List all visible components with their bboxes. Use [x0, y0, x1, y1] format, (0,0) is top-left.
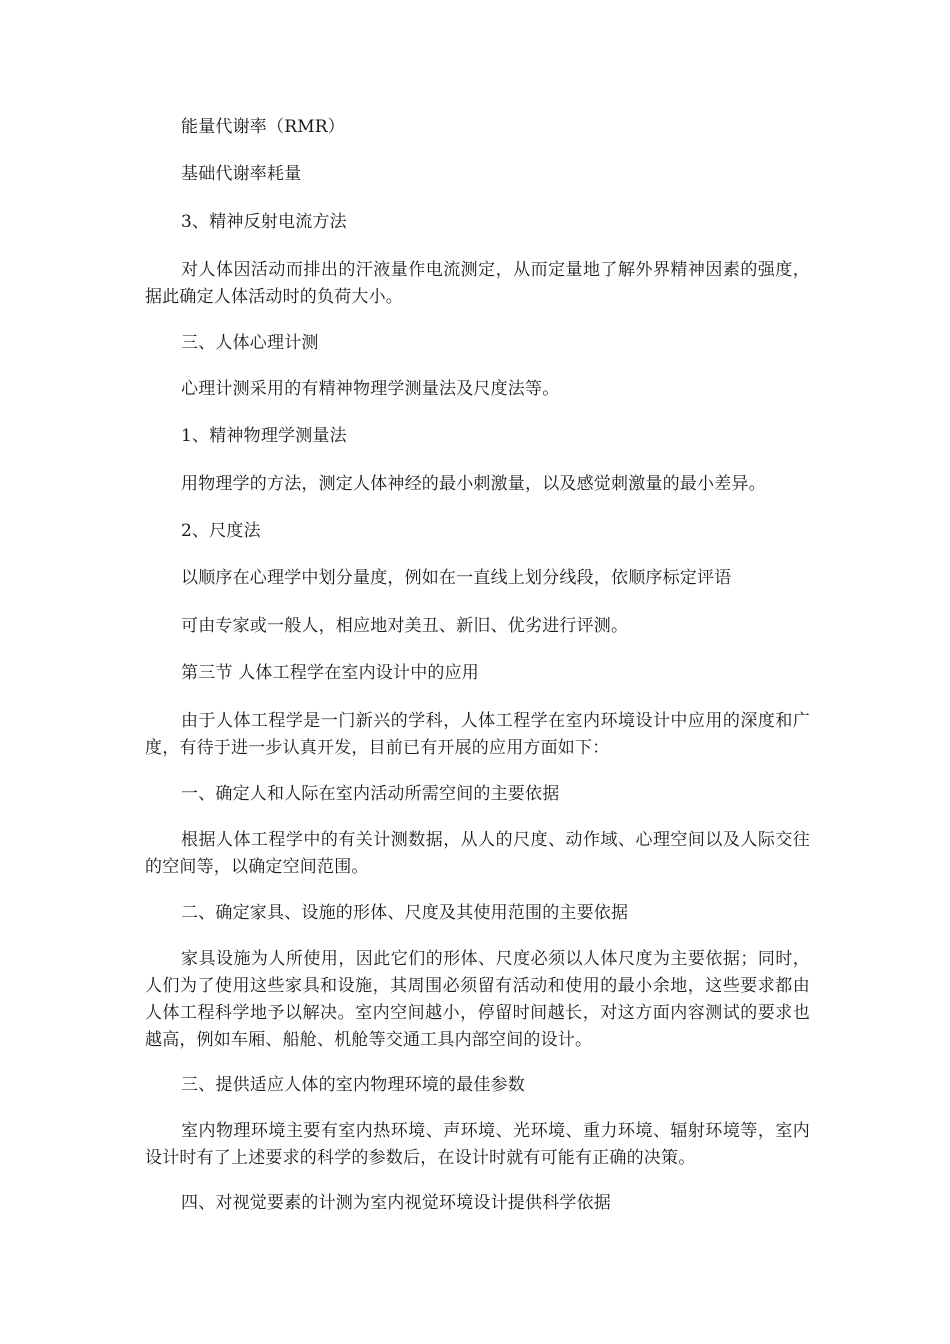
paragraph-intro: 由于人体工程学是一门新兴的学科，人体工程学在室内环境设计中应用的深度和广度，有待于进一步认真开发，目前已有开展的应用方面如下： — [145, 711, 810, 758]
paragraph-basal-metabolism: 基础代谢率耗量 — [181, 164, 302, 184]
paragraph-physical-environment: 室内物理环境主要有室内热环境、声环境、光环境、重力环境、辐射环境等，室内设计时有了上述要求的科学的参数后，在设计时就有可能有正确的决策。 — [145, 1121, 810, 1168]
heading-mental-reflex-current: 3、精神反射电流方法 — [181, 212, 347, 232]
heading-space-basis: 一、确定人和人际在室内活动所需空间的主要依据 — [181, 784, 560, 804]
paragraph-space-basis: 根据人体工程学中的有关计测数据，从人的尺度、动作域、心理空间以及人际交往的空间等，以确定空间范围。 — [145, 830, 810, 877]
heading-psychological-measurement: 三、人体心理计测 — [181, 333, 319, 353]
paragraph-scaling-2: 可由专家或一般人，相应地对美丑、新旧、优劣进行评测。 — [181, 616, 629, 636]
heading-scaling: 2、尺度法 — [181, 521, 261, 541]
paragraph-rmr: 能量代谢率（RMR） — [181, 117, 346, 137]
paragraph-scaling-1: 以顺序在心理学中划分量度，例如在一直线上划分线段，依顺序标定评语 — [181, 568, 732, 588]
section-title: 第三节 人体工程学在室内设计中的应用 — [181, 663, 480, 683]
heading-visual-elements: 四、对视觉要素的计测为室内视觉环境设计提供科学依据 — [181, 1193, 611, 1213]
paragraph-sweat-current: 对人体因活动而排出的汗液量作电流测定，从而定量地了解外界精神因素的强度，据此确定人体活动时的负荷大小。 — [145, 260, 810, 307]
heading-furniture-basis: 二、确定家具、设施的形体、尺度及其使用范围的主要依据 — [181, 903, 629, 923]
heading-psychophysics: 1、精神物理学测量法 — [181, 426, 347, 446]
paragraph-furniture-basis: 家具设施为人所使用，因此它们的形体、尺度必须以人体尺度为主要依据；同时，人们为了使用这些家具和设施，其周围必须留有活动和使用的最小余地，这些要求都由人体工程科学地予以解决。室内空间越小，停留时间越长，对这方面内容测试的要求也越高，例如车厢、船舱、机舱等交通工具内部空间的设计。 — [145, 949, 810, 1050]
paragraph-psychophysics: 用物理学的方法，测定人体神经的最小刺激量，以及感觉刺激量的最小差异。 — [181, 474, 766, 494]
heading-physical-environment: 三、提供适应人体的室内物理环境的最佳参数 — [181, 1075, 525, 1095]
paragraph-psych-methods: 心理计测采用的有精神物理学测量法及尺度法等。 — [181, 379, 560, 399]
